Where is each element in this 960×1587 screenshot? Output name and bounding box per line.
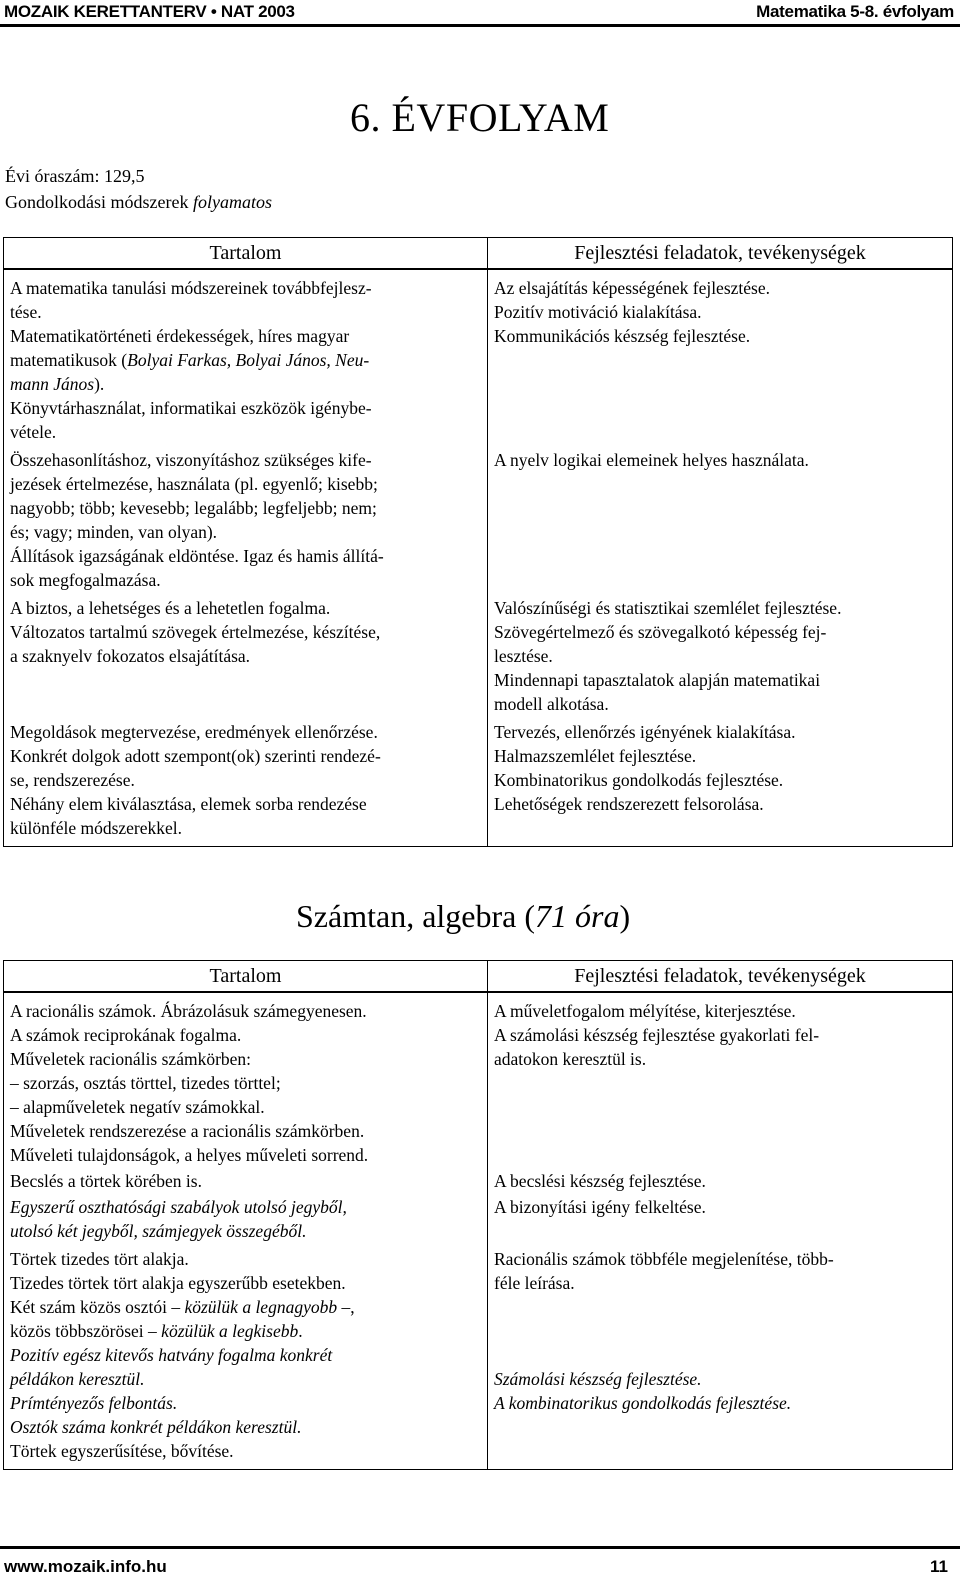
task-cell	[488, 1167, 953, 1193]
text-line: Valószínűségi és statisztikai szemlélet fejlesztése.	[494, 598, 842, 618]
content-cell	[4, 992, 488, 1167]
text-line: Pozitív motiváció kialakítása.	[494, 302, 702, 322]
text-line: adatokon keresztül is.	[494, 1049, 647, 1069]
text-line: Az elsajátítás képességének fejlesztése.	[494, 278, 770, 298]
task-cell	[488, 1243, 953, 1470]
content-cell	[4, 1243, 488, 1470]
text-fragment: Két szám közös osztói –	[10, 1297, 185, 1317]
text-line	[10, 1319, 483, 1343]
column-header-content: Tartalom	[4, 238, 488, 270]
text-line: nagyobb; több; kevesebb; legalább; legfeljebb; nem;	[10, 498, 377, 518]
text-line: Prímtényezős felbontás.	[10, 1393, 178, 1413]
text-line: A racionális számok. Ábrázolásuk számegyenesen.	[10, 1001, 367, 1021]
italic-names: Bolyai Farkas, Bolyai János, Neu-	[127, 350, 370, 370]
text-line: A becslési készség fejlesztése.	[494, 1171, 706, 1191]
text-fragment: .	[298, 1321, 303, 1341]
text-line: Halmazszemlélet fejlesztése.	[494, 746, 697, 766]
header-series-title: MOZAIK KERETTANTERV • NAT 2003	[4, 2, 295, 21]
table-row	[4, 444, 953, 592]
text-line: Mindennapi tapasztalatok alapján matematikai	[494, 670, 821, 690]
text-line: Könyvtárhasználat, informatikai eszközök igénybe-	[10, 398, 372, 418]
text-line: Törtek egyszerűsítése, bővítése.	[10, 1441, 234, 1461]
table-row	[4, 1193, 953, 1243]
text-line: modell alkotása.	[494, 694, 609, 714]
text-line: A kombinatorikus gondolkodás fejlesztése.	[494, 1393, 792, 1413]
thinking-methods	[5, 189, 272, 215]
section-hours: 71 óra	[535, 898, 620, 934]
text-line: Műveletek racionális számkörben:	[10, 1049, 252, 1069]
column-header-tasks: Fejlesztési feladatok, tevékenységek	[488, 961, 953, 993]
text-line: Lehetőségek rendszerezett felsorolása.	[494, 794, 764, 814]
curriculum-table-arithmetic	[3, 960, 953, 1470]
task-cell	[488, 992, 953, 1167]
footer-website: www.mozaik.info.hu	[4, 1557, 167, 1576]
page-title: 6. ÉVFOLYAM	[350, 95, 610, 140]
content-cell	[4, 716, 488, 847]
text-line: Változatos tartalmú szövegek értelmezése, készítése,	[10, 622, 381, 642]
italic-fragment: közülük a legnagyobb	[184, 1297, 338, 1317]
text-line: A matematika tanulási módszereinek továbbfejlesz-	[10, 278, 372, 298]
thinking-methods-value: folyamatos	[192, 192, 272, 212]
text-line: tése.	[10, 302, 42, 322]
page-footer	[0, 1546, 960, 1587]
text-line: különféle módszerekkel.	[10, 818, 183, 838]
text-line: Becslés a törtek körében is.	[10, 1171, 202, 1191]
text-line: és; vagy; minden, van olyan).	[10, 522, 218, 542]
thinking-methods-label: Gondolkodási módszerek	[5, 192, 193, 212]
section-title-close: )	[619, 898, 631, 934]
text-line: Kommunikációs készség fejlesztése.	[494, 326, 751, 346]
text-line: Pozitív egész kitevős hatvány fogalma konkrét	[10, 1345, 333, 1365]
text-line: Néhány elem kiválasztása, elemek sorba rendezése	[10, 794, 367, 814]
content-cell	[4, 1167, 488, 1193]
text-line: A biztos, a lehetséges és a lehetetlen fogalma.	[10, 598, 331, 618]
text-line: Tizedes törtek tört alakja egyszerűbb esetekben.	[10, 1273, 346, 1293]
text-fragment: közös többszörösei –	[10, 1321, 162, 1341]
column-header-tasks: Fejlesztési feladatok, tevékenységek	[488, 238, 953, 270]
text-line: A számolási készség fejlesztése gyakorlati fel-	[494, 1025, 820, 1045]
text-line: Állítások igazságának eldöntése. Igaz és hamis állítá-	[10, 546, 384, 566]
text-line: példákon keresztül.	[10, 1369, 145, 1389]
text-line: Számolási készség fejlesztése.	[494, 1369, 702, 1389]
column-header-content: Tartalom	[4, 961, 488, 993]
text-line: Matematikatörténeti érdekességek, híres magyar	[10, 326, 350, 346]
italic-fragment: közülük a legkisebb	[161, 1321, 299, 1341]
text-line: lesztése.	[494, 646, 553, 666]
content-cell	[4, 620, 488, 716]
table-row	[4, 1167, 953, 1193]
text-line: sok megfogalmazása.	[10, 570, 161, 590]
text-line: a szaknyelv fokozatos elsajátítása.	[10, 646, 251, 666]
text-line: Osztók száma konkrét példákon keresztül.	[10, 1417, 302, 1437]
task-cell	[488, 716, 953, 847]
table-row	[4, 1243, 953, 1470]
text-line: A műveletfogalom mélyítése, kiterjesztése.	[494, 1001, 796, 1021]
text-line: vétele.	[10, 422, 57, 442]
text-line: féle leírása.	[494, 1273, 575, 1293]
text-line: Törtek tizedes tört alakja.	[10, 1249, 189, 1269]
text-line: matematikusok (Bolyai Farkas, Bolyai János, Neu-	[10, 350, 370, 370]
table-row	[4, 592, 953, 620]
table-row	[4, 716, 953, 847]
content-cell	[4, 444, 488, 592]
text-line: jezések értelmezése, használata (pl. egyenlő; kisebb;	[10, 474, 378, 494]
text-line: – alapműveletek negatív számokkal.	[10, 1097, 265, 1117]
text-line: Kombinatorikus gondolkodás fejlesztése.	[494, 770, 784, 790]
task-cell	[488, 444, 953, 592]
text-line: Műveleti tulajdonságok, a helyes műveleti sorrend.	[10, 1145, 369, 1165]
task-cell	[488, 1193, 953, 1243]
text-line: Szövegértelmező és szövegalkotó képesség fej-	[494, 622, 827, 642]
content-cell	[4, 269, 488, 444]
table-header-row	[4, 238, 953, 270]
course-meta	[5, 163, 272, 215]
task-cell	[488, 269, 953, 444]
text-line: – szorzás, osztás törttel, tizedes törttel;	[10, 1073, 281, 1093]
section-title	[296, 898, 630, 935]
page-number: 11	[930, 1557, 948, 1576]
section-title-text: Számtan, algebra (	[296, 898, 535, 934]
text-line: Műveletek rendszerezése a racionális számkörben.	[10, 1121, 365, 1141]
text-line: Tervezés, ellenőrzés igényének kialakítása.	[494, 722, 796, 742]
text-line: utolsó két jegyből, számjegyek összegéből.	[10, 1221, 307, 1241]
content-cell	[4, 1193, 488, 1243]
table-header-row	[4, 961, 953, 993]
text-fragment: –,	[337, 1297, 355, 1317]
text-line: Racionális számok többféle megjelenítése, több-	[494, 1249, 834, 1269]
header-subject-title: Matematika 5-8. évfolyam	[756, 2, 954, 21]
annual-hours: Évi óraszám: 129,5	[5, 166, 145, 186]
table-row	[4, 992, 953, 1167]
text-line	[10, 1295, 483, 1319]
spacer-line	[494, 1295, 948, 1367]
text-line: Konkrét dolgok adott szempont(ok) szerinti rendezé-	[10, 746, 381, 766]
curriculum-table-general	[3, 237, 953, 847]
text-line: se, rendszerezése.	[10, 770, 135, 790]
text-line: mann János).	[10, 374, 105, 394]
task-cell	[488, 620, 953, 716]
task-cell	[488, 592, 953, 620]
text-line: Megoldások megtervezése, eredmények ellenőrzése.	[10, 722, 378, 742]
text-line: A nyelv logikai elemeinek helyes használata.	[494, 450, 809, 470]
text-line: Egyszerű oszthatósági szabályok utolsó jegyből,	[10, 1197, 347, 1217]
table-row	[4, 620, 953, 716]
page-header	[0, 0, 960, 27]
content-cell	[4, 592, 488, 620]
text-line: Összehasonlításhoz, viszonyításhoz szükséges kife-	[10, 450, 372, 470]
table-row	[4, 269, 953, 444]
text-line: A számok reciprokának fogalma.	[10, 1025, 242, 1045]
text-line: A bizonyítási igény felkeltése.	[494, 1197, 706, 1217]
